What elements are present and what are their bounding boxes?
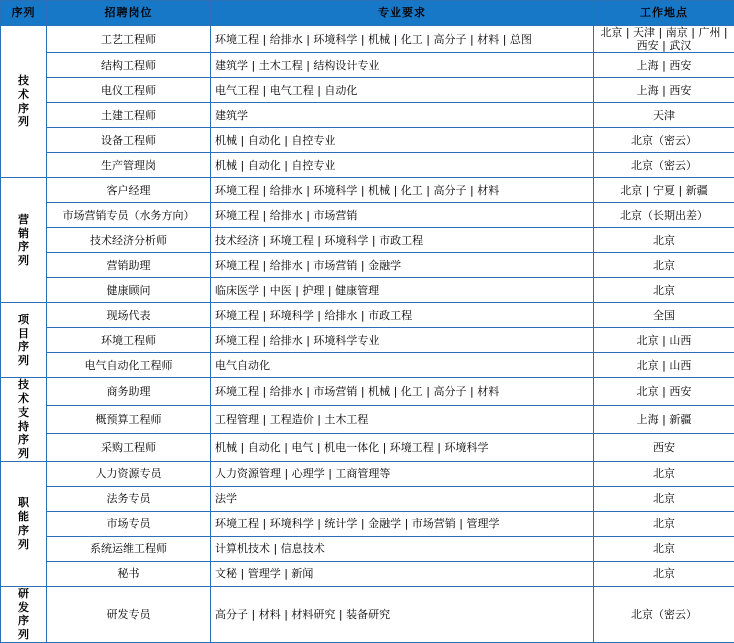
location-cell: 北京 xyxy=(594,253,734,278)
column-header-location: 工作地点 xyxy=(594,1,734,26)
major-requirement-cell: 临床医学 | 中医 | 护理 | 健康管理 xyxy=(211,278,594,303)
table-row xyxy=(1,203,734,228)
category-cell xyxy=(1,461,47,586)
major-requirement-cell: 环境工程 | 环境科学 | 统计学 | 金融学 | 市场营销 | 管理学 xyxy=(211,511,594,536)
location-cell: 北京（密云） xyxy=(594,586,734,642)
major-requirement-cell: 环境工程 | 给排水 | 环境科学 | 机械 | 化工 | 高分子 | 材料 xyxy=(211,178,594,203)
table-body xyxy=(1,26,734,643)
location-cell: 北京（密云） xyxy=(594,128,734,153)
category-label: 职能序列 xyxy=(17,496,30,551)
table-row xyxy=(1,253,734,278)
position-cell: 客户经理 xyxy=(47,178,211,203)
category-cell xyxy=(1,586,47,642)
major-requirement-cell: 人力资源管理 | 心理学 | 工商管理等 xyxy=(211,461,594,486)
position-cell: 现场代表 xyxy=(47,303,211,328)
location-cell: 北京 xyxy=(594,561,734,586)
category-label: 技术序列 xyxy=(17,74,30,129)
position-cell: 环境工程师 xyxy=(47,328,211,353)
location-cell: 北京 xyxy=(594,228,734,253)
major-requirement-cell: 机械 | 自动化 | 自控专业 xyxy=(211,153,594,178)
table-row xyxy=(1,406,734,434)
major-requirement-cell: 法学 xyxy=(211,486,594,511)
table-row xyxy=(1,103,734,128)
position-cell: 设备工程师 xyxy=(47,128,211,153)
position-cell: 结构工程师 xyxy=(47,53,211,78)
category-label: 项目序列 xyxy=(17,313,30,368)
table-row xyxy=(1,378,734,406)
position-cell: 系统运维工程师 xyxy=(47,536,211,561)
position-cell: 健康顾问 xyxy=(47,278,211,303)
location-cell: 北京 | 宁夏 | 新疆 xyxy=(594,178,734,203)
position-cell: 研发专员 xyxy=(47,586,211,642)
major-requirement-cell: 环境工程 | 给排水 | 环境科学 | 机械 | 化工 | 高分子 | 材料 | 总图 xyxy=(211,26,594,53)
location-cell: 北京 | 山西 xyxy=(594,328,734,353)
major-requirement-cell: 技术经济 | 环境工程 | 环境科学 | 市政工程 xyxy=(211,228,594,253)
table-row xyxy=(1,228,734,253)
position-cell: 秘书 xyxy=(47,561,211,586)
table-row xyxy=(1,434,734,462)
major-requirement-cell: 高分子 | 材料 | 材料研究 | 装备研究 xyxy=(211,586,594,642)
location-cell: 天津 xyxy=(594,103,734,128)
category-cell xyxy=(1,303,47,378)
table-row xyxy=(1,178,734,203)
major-requirement-cell: 环境工程 | 给排水 | 市场营销 xyxy=(211,203,594,228)
major-requirement-cell: 工程管理 | 工程造价 | 土木工程 xyxy=(211,406,594,434)
position-cell: 土建工程师 xyxy=(47,103,211,128)
table-row xyxy=(1,536,734,561)
location-cell: 北京（长期出差） xyxy=(594,203,734,228)
location-cell: 北京 xyxy=(594,461,734,486)
table-row xyxy=(1,328,734,353)
location-cell: 北京 | 山西 xyxy=(594,353,734,378)
major-requirement-cell: 建筑学 | 土木工程 | 结构设计专业 xyxy=(211,53,594,78)
column-header-major: 专业要求 xyxy=(211,1,594,26)
column-header-position: 招聘岗位 xyxy=(47,1,211,26)
major-requirement-cell: 环境工程 | 给排水 | 市场营销 | 金融学 xyxy=(211,253,594,278)
category-label: 营销序列 xyxy=(17,213,30,268)
position-cell: 人力资源专员 xyxy=(47,461,211,486)
major-requirement-cell: 机械 | 自动化 | 自控专业 xyxy=(211,128,594,153)
category-label: 技术支持序列 xyxy=(17,378,30,461)
position-cell: 电气自动化工程师 xyxy=(47,353,211,378)
table-row xyxy=(1,153,734,178)
major-requirement-cell: 计算机技术 | 信息技术 xyxy=(211,536,594,561)
location-cell: 北京（密云） xyxy=(594,153,734,178)
category-cell xyxy=(1,26,47,178)
position-cell: 概预算工程师 xyxy=(47,406,211,434)
major-requirement-cell: 文秘 | 管理学 | 新闻 xyxy=(211,561,594,586)
location-cell: 北京 xyxy=(594,536,734,561)
table-row xyxy=(1,561,734,586)
table-row xyxy=(1,511,734,536)
location-cell: 北京 xyxy=(594,511,734,536)
position-cell: 技术经济分析师 xyxy=(47,228,211,253)
location-cell: 上海 | 西安 xyxy=(594,78,734,103)
position-cell: 生产管理岗 xyxy=(47,153,211,178)
position-cell: 商务助理 xyxy=(47,378,211,406)
table-row xyxy=(1,26,734,53)
location-cell: 北京 | 西安 xyxy=(594,378,734,406)
position-cell: 电仪工程师 xyxy=(47,78,211,103)
table-row xyxy=(1,303,734,328)
location-cell: 上海 | 西安 xyxy=(594,53,734,78)
location-cell: 北京 xyxy=(594,486,734,511)
location-cell: 全国 xyxy=(594,303,734,328)
category-cell xyxy=(1,378,47,462)
table-row xyxy=(1,78,734,103)
major-requirement-cell: 电气自动化 xyxy=(211,353,594,378)
position-cell: 营销助理 xyxy=(47,253,211,278)
table-header-row xyxy=(1,1,734,26)
table-row xyxy=(1,128,734,153)
location-cell: 上海 | 新疆 xyxy=(594,406,734,434)
position-cell: 市场专员 xyxy=(47,511,211,536)
major-requirement-cell: 环境工程 | 环境科学 | 给排水 | 市政工程 xyxy=(211,303,594,328)
category-cell xyxy=(1,178,47,303)
table-row xyxy=(1,486,734,511)
table-row xyxy=(1,278,734,303)
location-cell: 北京 xyxy=(594,278,734,303)
major-requirement-cell: 环境工程 | 给排水 | 市场营销 | 机械 | 化工 | 高分子 | 材料 xyxy=(211,378,594,406)
category-label: 研发序列 xyxy=(17,587,30,642)
position-cell: 工艺工程师 xyxy=(47,26,211,53)
major-requirement-cell: 电气工程 | 电气工程 | 自动化 xyxy=(211,78,594,103)
major-requirement-cell: 环境工程 | 给排水 | 环境科学专业 xyxy=(211,328,594,353)
table-header xyxy=(1,1,734,26)
major-requirement-cell: 建筑学 xyxy=(211,103,594,128)
table-row xyxy=(1,586,734,642)
table-row xyxy=(1,53,734,78)
location-cell: 西安 xyxy=(594,434,734,462)
position-cell: 采购工程师 xyxy=(47,434,211,462)
position-cell: 法务专员 xyxy=(47,486,211,511)
position-cell: 市场营销专员（水务方向） xyxy=(47,203,211,228)
table-row xyxy=(1,461,734,486)
location-cell: 北京 | 天津 | 南京 | 广州 | 西安 | 武汉 xyxy=(594,26,734,53)
column-header-sequence: 序列 xyxy=(1,1,47,26)
major-requirement-cell: 机械 | 自动化 | 电气 | 机电一体化 | 环境工程 | 环境科学 xyxy=(211,434,594,462)
table-row xyxy=(1,353,734,378)
